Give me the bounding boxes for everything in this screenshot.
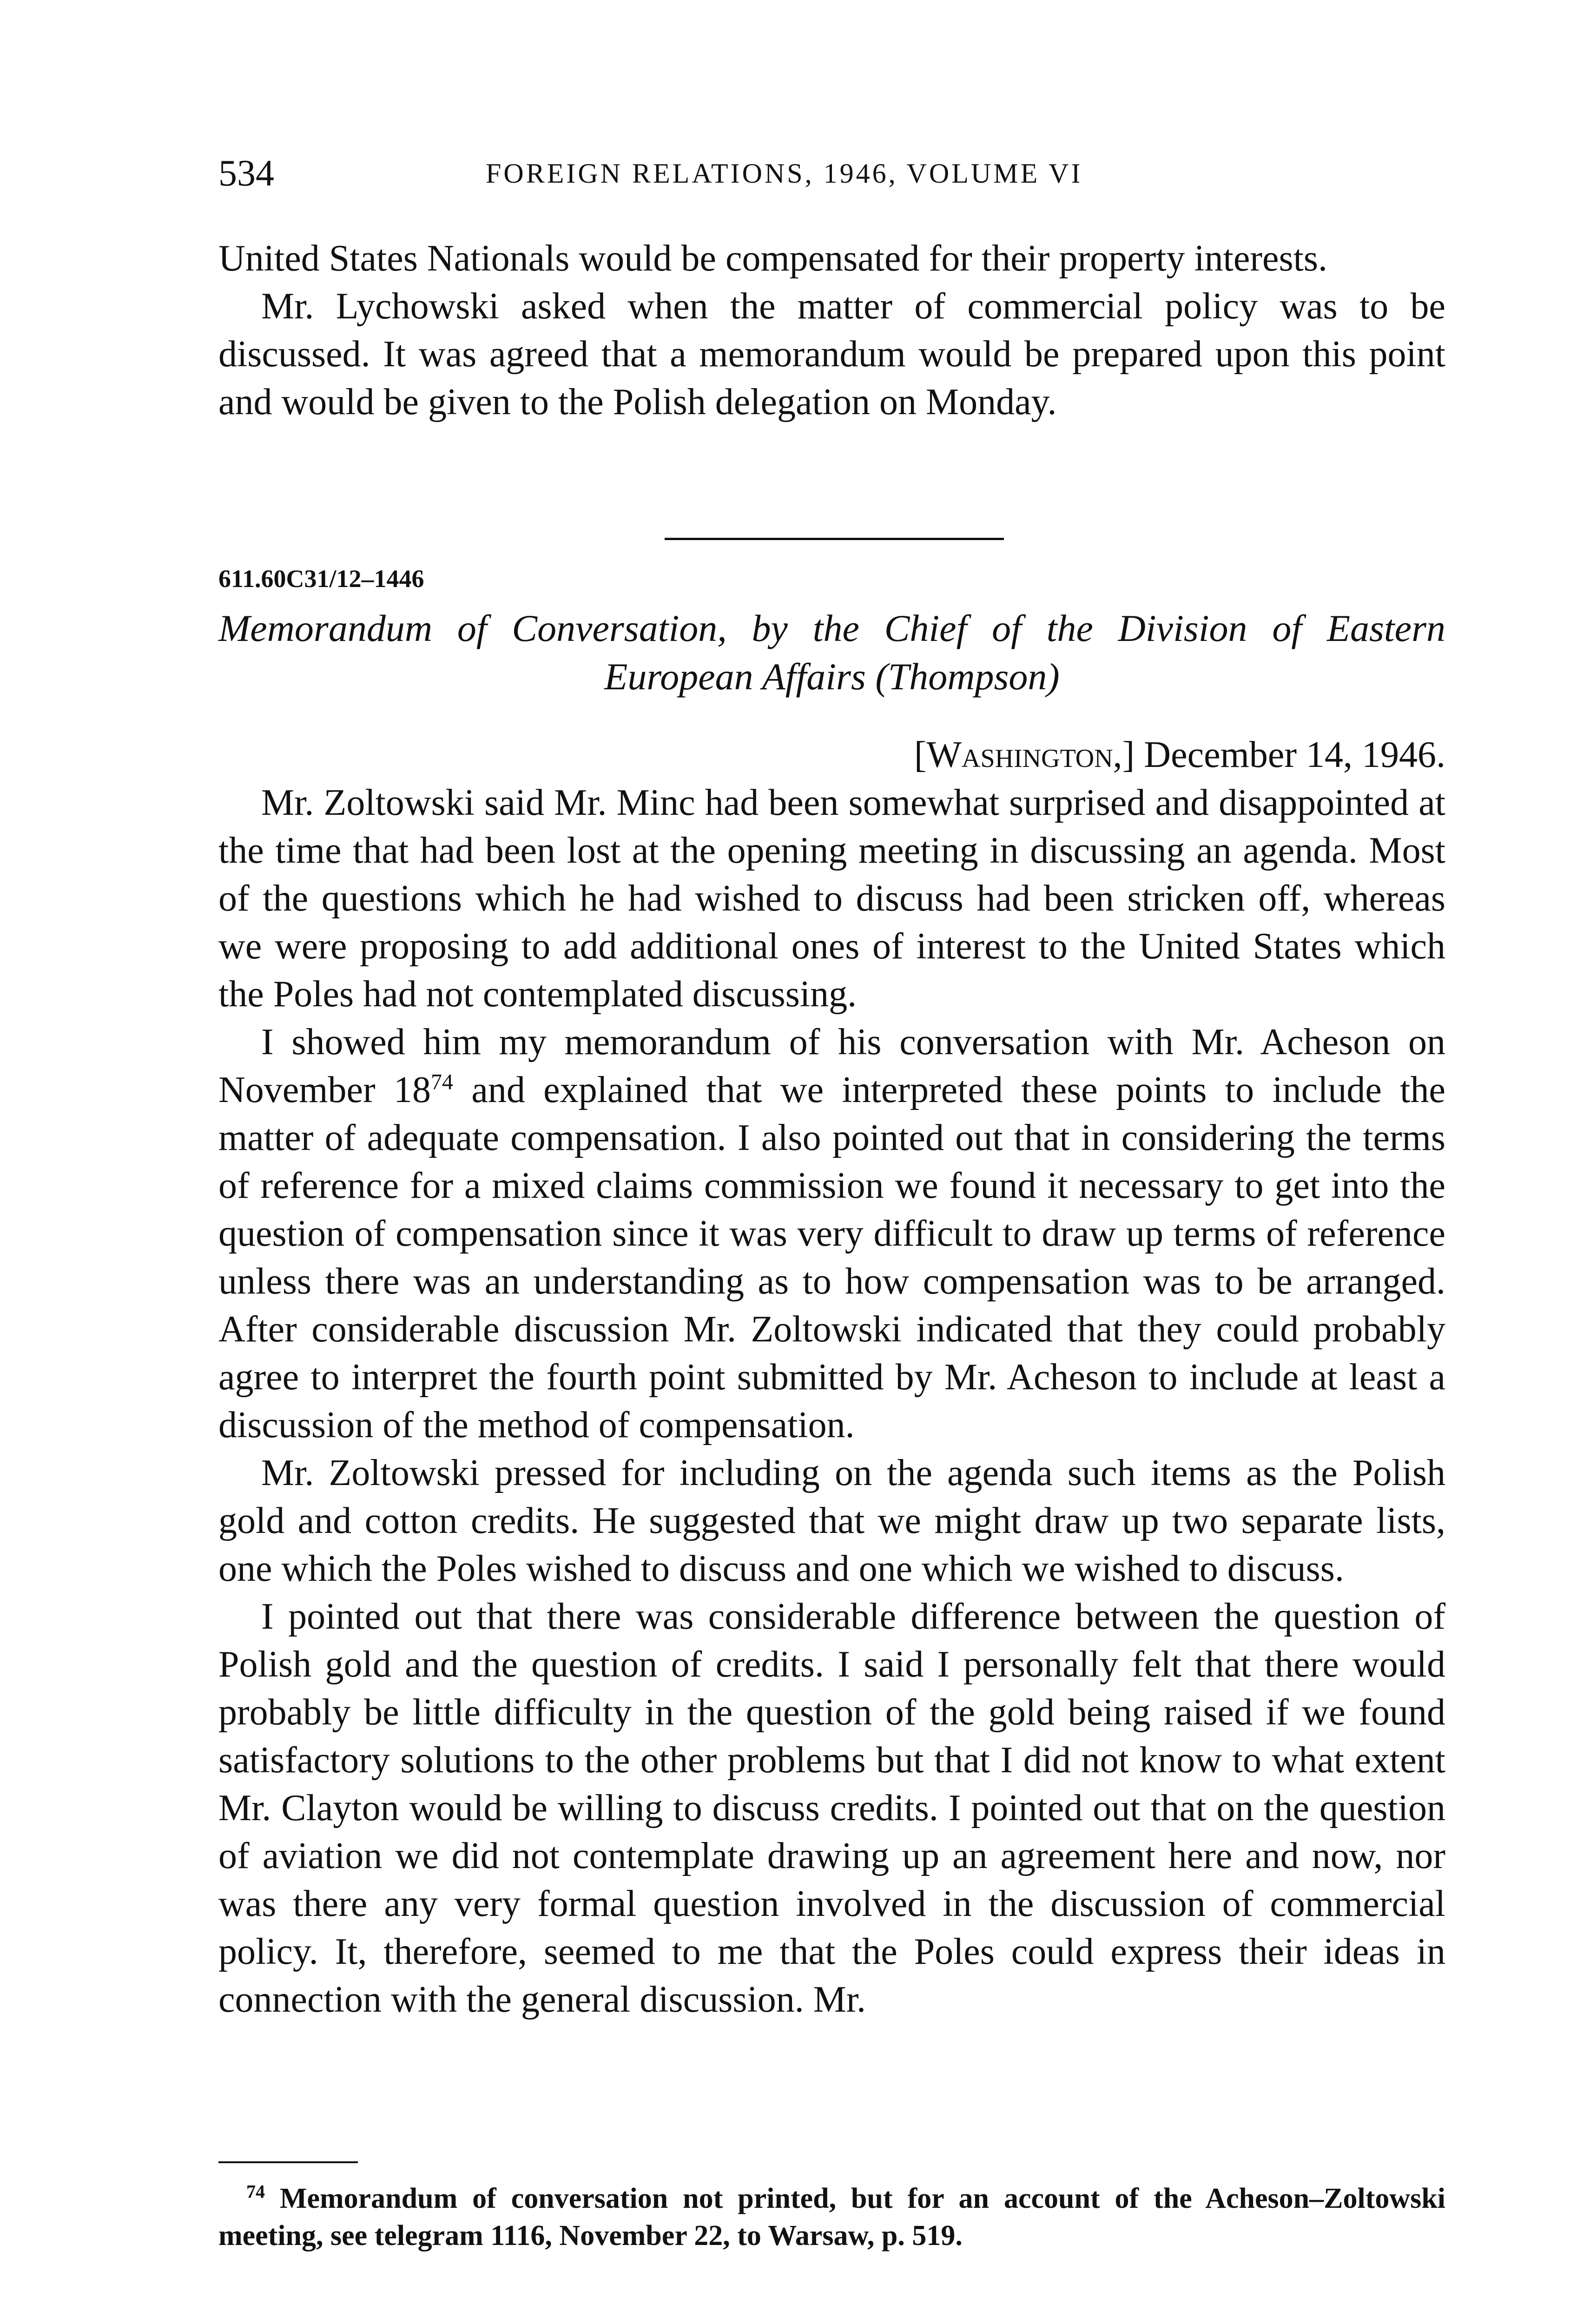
page-header bbox=[218, 148, 1445, 199]
document-title bbox=[218, 604, 1445, 701]
page-number: 534 bbox=[218, 153, 274, 194]
file-reference: 611.60C31/12–1446 bbox=[218, 565, 424, 593]
footnote-reference: 74 bbox=[431, 1070, 453, 1095]
dateline-place: [Washington,] bbox=[914, 734, 1135, 775]
footnote-mark: 74 bbox=[246, 2181, 265, 2202]
paragraph-text: and explained that we interpreted these points to include the matter of adequate compensation. I also pointed out that in considering the terms of reference for a mixed claims commission we found it necessary to get into the question of compensation since it was very difficult to draw up terms of reference unless there was an understanding as to how compensation was to be arranged. After considerable discussion Mr. Zoltowski indicated that they could probably agree to interpret the fourth point submitted by Mr. Acheson to include at least a discussion of the method of compensation. bbox=[218, 1070, 1445, 1446]
paragraph: Mr. Zoltowski said Mr. Minc had been somewhat surprised and disappointed at the time that had been lost at the opening meeting in discussing an agenda. Most of the questions which he had wished to discuss had been stricken off, whereas we were proposing to add additional ones of interest to the United States which the Poles had not contemplated discussing. bbox=[218, 782, 1445, 1015]
document-title-line-2: European Affairs (Thompson) bbox=[604, 655, 1060, 698]
dateline bbox=[218, 731, 1445, 779]
continued-text-block bbox=[218, 235, 1445, 426]
section-divider bbox=[665, 538, 1004, 540]
paragraph bbox=[218, 1018, 1445, 1449]
document-title-line-1: Memorandum of Conversation, by the Chief of the Division of Eastern bbox=[218, 607, 1445, 649]
paragraph: I pointed out that there was considerable difference between the question of Polish gold and the question of credits. I said I personally felt that there would probably be little difficulty in the question of the gold being raised if we found satisfactory solutions to the other problems but that I did not know to what extent Mr. Clayton would be willing to discuss credits. I pointed out that on the question of aviation we did not contemplate drawing up an agreement here and now, nor was there any very formal question involved in the discussion of commercial policy. It, therefore, seemed to me that the Poles could express their ideas in connection with the general discussion. Mr. bbox=[218, 1596, 1445, 2020]
paragraph: Mr. Zoltowski pressed for including on the agenda such items as the Polish gold and cotton credits. He suggested that we might draw up two separate lists, one which the Poles wished to discuss and one which we wished to discuss. bbox=[218, 1452, 1445, 1589]
footnote-text: Memorandum of conversation not printed, but for an account of the Acheson–Zoltowski meeting, see telegram 1116, November 22, to Warsaw, p. 519. bbox=[218, 2183, 1445, 2251]
dateline-date: December 14, 1946. bbox=[1144, 734, 1445, 775]
footnote-rule bbox=[218, 2161, 358, 2163]
footnote bbox=[218, 2180, 1445, 2254]
paragraph-text: I showed him my memorandum of his conversation with Mr. Acheson on November 18 bbox=[218, 1022, 1445, 1110]
running-head: FOREIGN RELATIONS, 1946, VOLUME VI bbox=[486, 158, 1083, 189]
paragraph: Mr. Lychowski asked when the matter of commercial policy was to be discussed. It was agreed that a memorandum would be prepared upon this point and would be given to the Polish delegation on Monday. bbox=[218, 286, 1445, 423]
memorandum-body bbox=[218, 779, 1445, 2024]
paragraph: United States Nationals would be compensated for their property interests. bbox=[218, 238, 1328, 279]
